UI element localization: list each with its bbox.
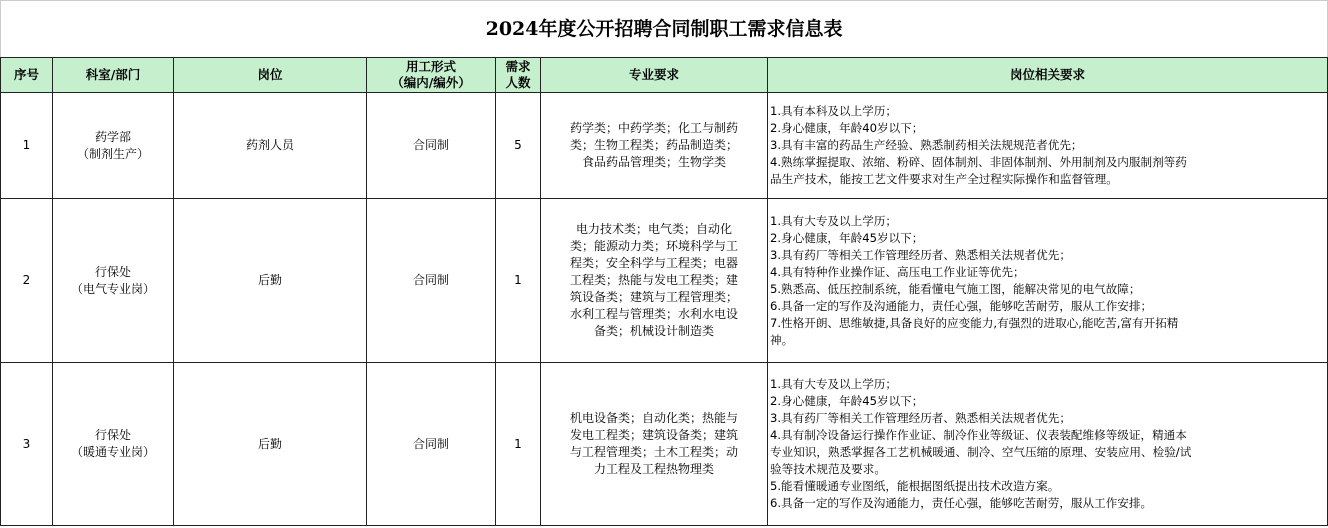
- cell-dept: [53, 93, 174, 199]
- table-row: [1, 199, 1328, 363]
- requirement-line: 品生产技术，能按工艺文件要求对生产全过程实际操作和监督管理。: [770, 172, 1118, 186]
- cell-major: [541, 363, 768, 526]
- requirement-line: 3.具有药厂等相关工作管理经历者、熟悉相关法规者优先；: [770, 247, 1071, 262]
- requirement-line: 2.身心健康，年龄45岁以下；: [770, 230, 924, 245]
- cell-seq: 1: [1, 93, 53, 199]
- cell-employment: 合同制: [367, 93, 496, 199]
- requirement-line: 1.具有大专及以上学历；: [770, 377, 897, 391]
- cell-post: 后勤: [174, 363, 367, 526]
- dept-line2: （电气专业岗）: [70, 281, 155, 296]
- cell-count: 5: [496, 93, 541, 199]
- cell-post: 药剂人员: [174, 93, 367, 199]
- cell-employment: 合同制: [367, 363, 496, 526]
- major-line: 发电工程类；建筑设备类；建筑: [569, 428, 738, 442]
- header-row: [1, 58, 1328, 93]
- major-line: 水利工程与管理类；水利水电设: [569, 307, 738, 321]
- major-line: 药学类；中药学类；化工与制药: [569, 121, 738, 135]
- requirement-line: 4.具有特种作业操作证、高压电工作业证等优先；: [770, 264, 1025, 279]
- requirement-line: 6.具备一定的写作及沟通能力，责任心强，能够吃苦耐劳，服从工作安排。: [770, 496, 1153, 510]
- cell-requirements: [768, 199, 1328, 363]
- major-line: 类；生物工程类；药品制造类；: [569, 138, 738, 152]
- cell-requirements: [768, 363, 1328, 526]
- requirement-line: 3.具有丰富的药品生产经验、熟悉制药相关法规规范者优先；: [770, 138, 1083, 152]
- requirement-line: 7.性格开朗、思维敏捷,具备良好的应变能力,有强烈的进取心,能吃苦,富有开拓精: [770, 315, 1179, 330]
- cell-count: 1: [496, 199, 541, 363]
- major-line: 筑设备类；建筑与工程管理类；: [569, 290, 738, 304]
- cell-seq: 3: [1, 363, 53, 526]
- requirement-line: 1.具有大专及以上学历；: [770, 213, 897, 228]
- requirement-line: 4.具有制冷设备运行操作作业证、制冷作业等级证、仪表装配维修等级证，精通本: [770, 428, 1187, 442]
- table-row: [1, 93, 1328, 199]
- header-count-line1: 需求: [505, 59, 531, 74]
- major-line: 类；能源动力类；环境科学与工: [569, 239, 738, 253]
- requirement-line: 1.具有本科及以上学历；: [770, 104, 897, 118]
- major-line: 力工程及工程热物理类: [593, 462, 714, 476]
- cell-count: 1: [496, 363, 541, 526]
- header-requirements: 岗位相关要求: [768, 58, 1328, 93]
- major-line: 电力技术类；电气类；自动化: [575, 222, 732, 236]
- dept-line1: 药学部: [94, 129, 131, 144]
- requirement-line: 4.熟练掌握提取、浓缩、粉碎、固体制剂、非固体制剂、外用制剂及内服制剂等药: [770, 155, 1187, 169]
- header-employment-line2: （编内/编外）: [391, 75, 471, 90]
- header-count: [496, 58, 541, 93]
- major-line: 与工程管理类；土木工程类；动: [569, 445, 738, 459]
- requirement-line: 专业知识，熟悉掌握各工艺机械暖通、制冷、空气压缩的原理、安装应用、检验/试: [770, 445, 1192, 459]
- cell-dept: [53, 199, 174, 363]
- requirement-line: 验等技术规范及要求。: [770, 462, 886, 476]
- dept-line2: （暖通专业岗）: [70, 445, 155, 459]
- major-line: 程类；安全科学与工程类；电器: [569, 256, 738, 270]
- major-line: 工程类；热能与发电工程类；建: [569, 273, 738, 287]
- header-dept: 科室/部门: [53, 58, 174, 93]
- header-employment-line1: 用工形式: [405, 59, 456, 74]
- cell-dept: [53, 363, 174, 526]
- cell-major: [541, 93, 768, 199]
- cell-employment: 合同制: [367, 199, 496, 363]
- requirement-line: 2.身心健康，年龄45岁以下；: [770, 394, 924, 408]
- requirement-line: 5.熟悉高、低压控制系统，能看懂电气施工图，能解决常见的电气故障；: [770, 281, 1141, 296]
- dept-line1: 行保处: [94, 428, 131, 442]
- cell-seq: 2: [1, 199, 53, 363]
- requirement-line: 6.具备一定的写作及沟通能力，责任心强，能够吃苦耐劳，服从工作安排；: [770, 298, 1153, 313]
- dept-line1: 行保处: [94, 264, 131, 279]
- cell-post: 后勤: [174, 199, 367, 363]
- header-employment: [367, 58, 496, 93]
- requirement-line: 神。: [770, 332, 794, 347]
- header-post: 岗位: [174, 58, 367, 93]
- header-seq: 序号: [1, 58, 53, 93]
- requirement-line: 5.能看懂暖通专业图纸，能根据图纸提出技术改造方案。: [770, 479, 1060, 493]
- requirement-line: 3.具有药厂等相关工作管理经历者、熟悉相关法规者优先；: [770, 411, 1071, 425]
- table-row: [1, 363, 1328, 526]
- cell-major: [541, 199, 768, 363]
- requirement-line: 2.身心健康，年龄40岁以下；: [770, 121, 924, 135]
- major-line: 食品药品管理类；生物学类: [581, 155, 726, 169]
- major-line: 备类；机械设计制造类: [593, 324, 714, 338]
- cell-requirements: [768, 93, 1328, 199]
- header-count-line2: 人数: [505, 75, 531, 90]
- header-major: 专业要求: [541, 58, 768, 93]
- table-title: 2024年度公开招聘合同制职工需求信息表: [1, 1, 1328, 58]
- major-line: 机电设备类；自动化类；热能与: [569, 411, 738, 425]
- dept-line2: （制剂生产）: [76, 146, 149, 161]
